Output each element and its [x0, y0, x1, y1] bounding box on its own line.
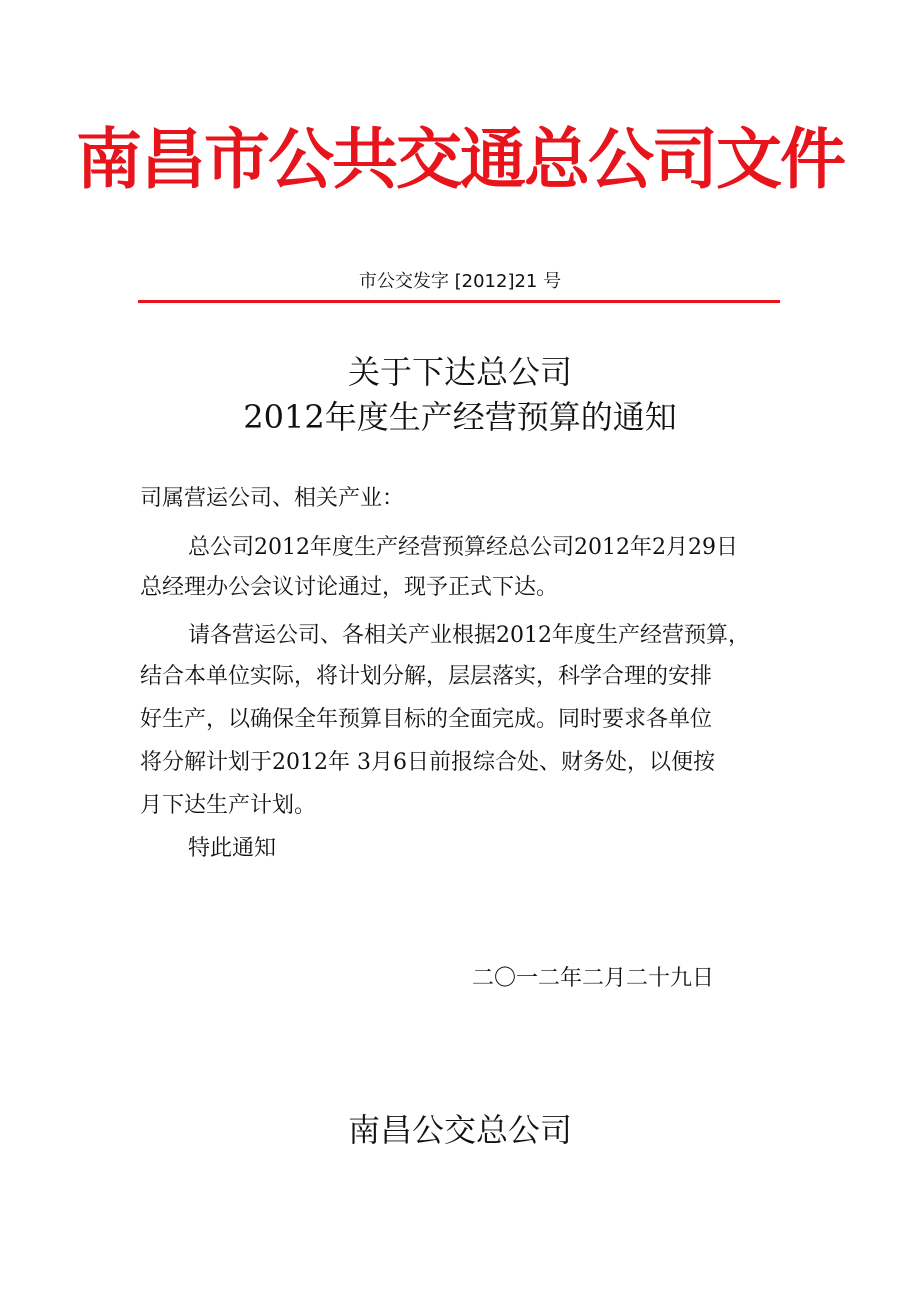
closing-phrase: 特此通知 [188, 836, 277, 861]
recipient-line: 司属营运公司、相关产业： [140, 486, 405, 511]
body-paragraph-2-line-2: 结合本单位实际，将计划分解，层层落实，科学合理的安排 [140, 664, 713, 689]
document-number: 市公交发字 [2012]21 号 [358, 271, 562, 292]
issuer-signature: 南昌公交总公司 [347, 1111, 572, 1149]
body-paragraph-2-line-5: 月下达生产计划。 [140, 793, 317, 818]
header-divider [138, 300, 780, 303]
notice-title-line1: 关于下达总公司 [347, 353, 572, 391]
body-paragraph-1-line-1: 总公司2012年度生产经营预算经总公司2012年2月29日 [188, 535, 738, 560]
body-paragraph-2-line-4: 将分解计划于2012年 3月6日前报综合处、财务处，以便按 [140, 750, 715, 775]
body-paragraph-2-line-3: 好生产，以确保全年预算目标的全面完成。同时要求各单位 [140, 707, 713, 732]
document-header-title: 南昌市公共交通总公司文件 [76, 121, 844, 198]
issue-date: 二〇一二年二月二十九日 [472, 966, 715, 991]
notice-title-line2: 2012年度生产经营预算的通知 [243, 398, 677, 436]
body-paragraph-1-line-2: 总经理办公会议讨论通过，现予正式下达。 [140, 575, 559, 600]
body-paragraph-2-line-1: 请各营运公司、各相关产业根据2012年度生产经营预算， [188, 623, 750, 648]
